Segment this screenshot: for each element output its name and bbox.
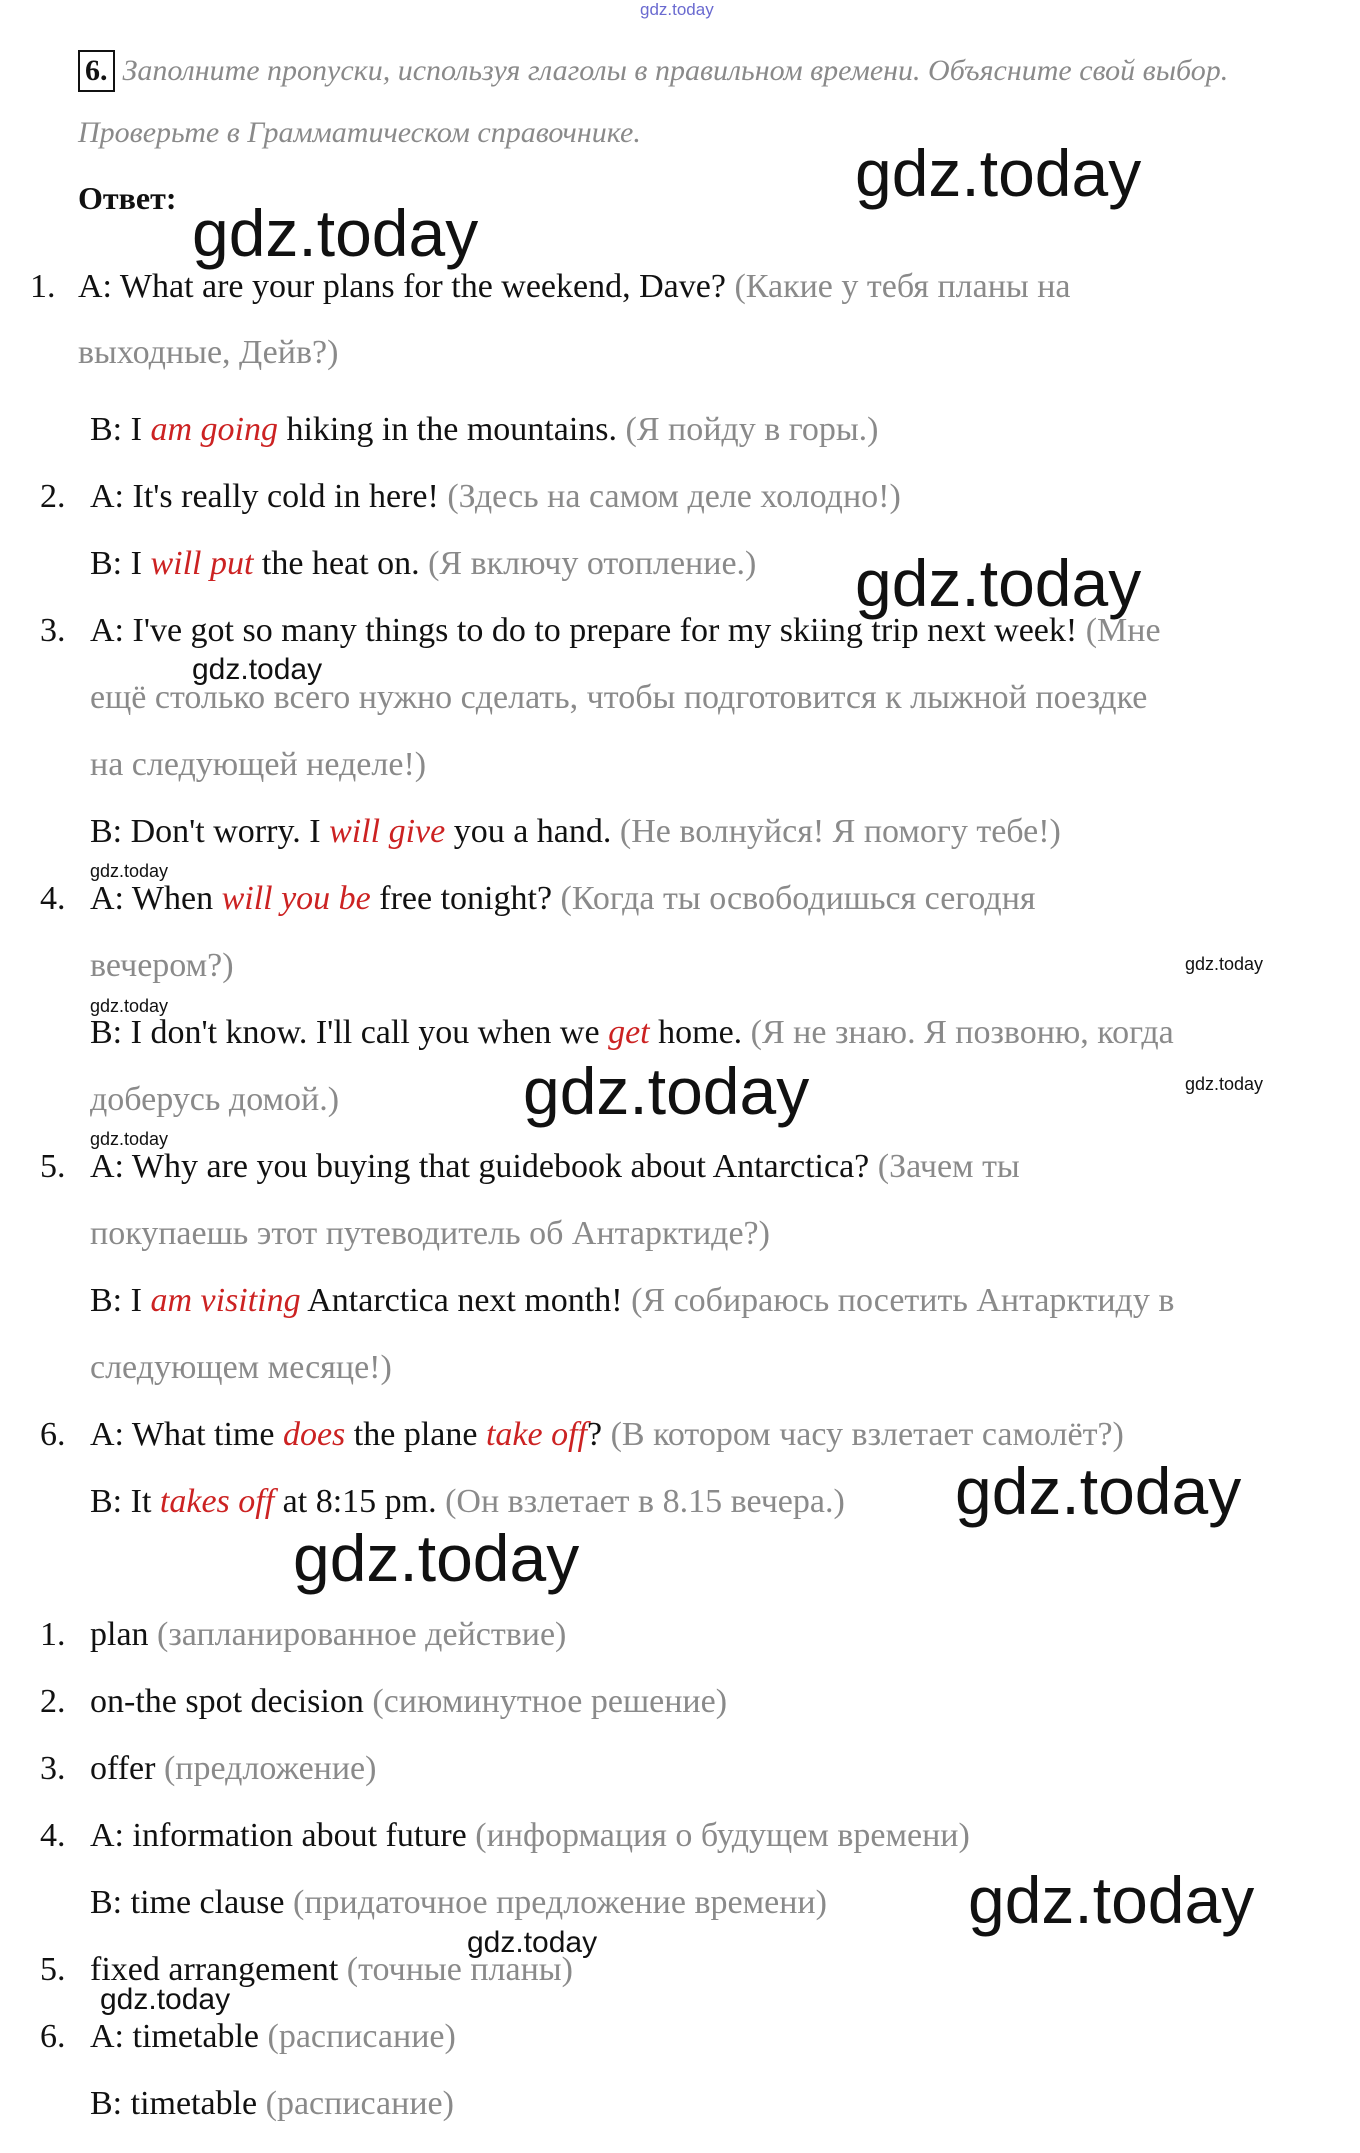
answer-verb: am going — [150, 411, 278, 448]
dialogue-translation: следующем месяце!) — [90, 1349, 392, 1386]
item-number: 4. — [40, 1817, 66, 1854]
dialogue-translation: вечером?) — [90, 947, 234, 984]
answer-verb: will give — [329, 813, 446, 850]
dialogue-translation: ещё столько всего нужно сделать, чтобы подготовится к лыжной поездке — [90, 679, 1148, 716]
watermark: gdz.today — [1185, 954, 1264, 974]
dialogue-line-b: B: It takes off at 8:15 pm. (Он взлетает в 8.15 вечера.) — [90, 1483, 845, 1520]
dialogue-line-b: B: I will put the heat on. (Я включу отопление.) — [90, 545, 757, 582]
dialogue-line-a: A: What time does the plane take off? (В котором часу взлетает самолёт?) — [90, 1416, 1124, 1453]
dialogue-line-a: A: It's really cold in here! (Здесь на самом деле холодно!) — [90, 478, 901, 515]
item-number: 2. — [40, 1683, 66, 1720]
item-number: 6. — [40, 2018, 66, 2055]
watermark: gdz.today — [523, 1054, 810, 1128]
dialogue-line-a: A: I've got so many things to do to prepare for my skiing trip next week! (Мне — [90, 612, 1161, 649]
task-number: 6. — [78, 50, 115, 92]
watermark: gdz.today — [1185, 1074, 1264, 1094]
dialogue-line-b: B: I am visiting Antarctica next month! (Я собираюсь посетить Антарктиду в — [90, 1282, 1175, 1319]
watermark: gdz.today — [90, 861, 169, 881]
task-instruction: Заполните пропуски, используя глаголы в правильном времени. Объясните свой выбор. Проверьте в Грамматическом справочнике. — [78, 54, 1229, 149]
dialogue-line-a: A: What are your plans for the weekend, Dave? (Какие у тебя планы на — [78, 268, 1071, 305]
watermark: gdz.today — [968, 1863, 1255, 1937]
explanation-line: A: timetable (расписание) — [90, 2018, 456, 2055]
answer-verb: takes off — [159, 1483, 275, 1520]
answer-verb: will put — [150, 545, 254, 582]
dialogue-line-b: B: Don't worry. I will give you a hand. (Не волнуйся! Я помогу тебе!) — [90, 813, 1061, 850]
item-number: 3. — [40, 612, 66, 649]
dialogue-line-b: B: I am going hiking in the mountains. (Я пойду в горы.) — [90, 411, 879, 448]
item-number: 4. — [40, 880, 66, 917]
watermark: gdz.today — [855, 546, 1142, 620]
explanation-line: A: information about future (информация о будущем времени) — [90, 1817, 970, 1854]
dialogue-line-a: A: Why are you buying that guidebook about Antarctica? (Зачем ты — [90, 1148, 1020, 1185]
explanation-line: B: timetable (расписание) — [90, 2085, 454, 2122]
watermark: gdz.today — [467, 1926, 598, 1959]
item-number: 1. — [30, 268, 56, 305]
dialogue-line-b: B: I don't know. I'll call you when we get home. (Я не знаю. Я позвоню, когда — [90, 1014, 1174, 1051]
dialogue-translation: на следующей неделе!) — [90, 746, 427, 783]
item-number: 3. — [40, 1750, 66, 1787]
item-number: 2. — [40, 478, 66, 515]
watermark: gdz.today — [955, 1454, 1242, 1528]
explanation-line: on-the spot decision (сиюминутное решение) — [90, 1683, 728, 1720]
answer-verb: am visiting — [150, 1282, 301, 1319]
dialogue-translation: покупаешь этот путеводитель об Антарктиде?) — [90, 1215, 770, 1252]
answer-verb: get — [608, 1014, 650, 1051]
explanation-line: offer (предложение) — [90, 1750, 377, 1787]
watermark: gdz.today — [855, 136, 1142, 210]
dialogue-translation: доберусь домой.) — [90, 1081, 340, 1118]
item-number: 5. — [40, 1148, 66, 1185]
answer-verb: take off — [485, 1416, 587, 1453]
dialogue-translation: выходные, Дейв?) — [78, 334, 339, 371]
top-watermark: gdz.today — [640, 0, 714, 19]
dialogue-line-a: A: When will you be free tonight? (Когда ты освободишься сегодня — [90, 880, 1036, 917]
answer-label: Ответ: — [78, 180, 177, 216]
explanation-line: fixed arrangement (точные планы) — [90, 1951, 573, 1988]
watermark: gdz.today — [90, 996, 169, 1016]
answer-verb: does — [282, 1416, 346, 1453]
item-number: 6. — [40, 1416, 66, 1453]
watermark: gdz.today — [293, 1521, 580, 1595]
watermark: gdz.today — [90, 1129, 169, 1149]
item-number: 5. — [40, 1951, 66, 1988]
explanation-line: plan (запланированное действие) — [90, 1616, 567, 1653]
answer-verb: will you be — [221, 880, 371, 917]
watermark: gdz.today — [192, 196, 479, 270]
explanation-line: B: time clause (придаточное предложение времени) — [90, 1884, 827, 1921]
item-number: 1. — [40, 1616, 66, 1653]
watermark: gdz.today — [192, 653, 323, 686]
watermark: gdz.today — [100, 1983, 231, 2016]
